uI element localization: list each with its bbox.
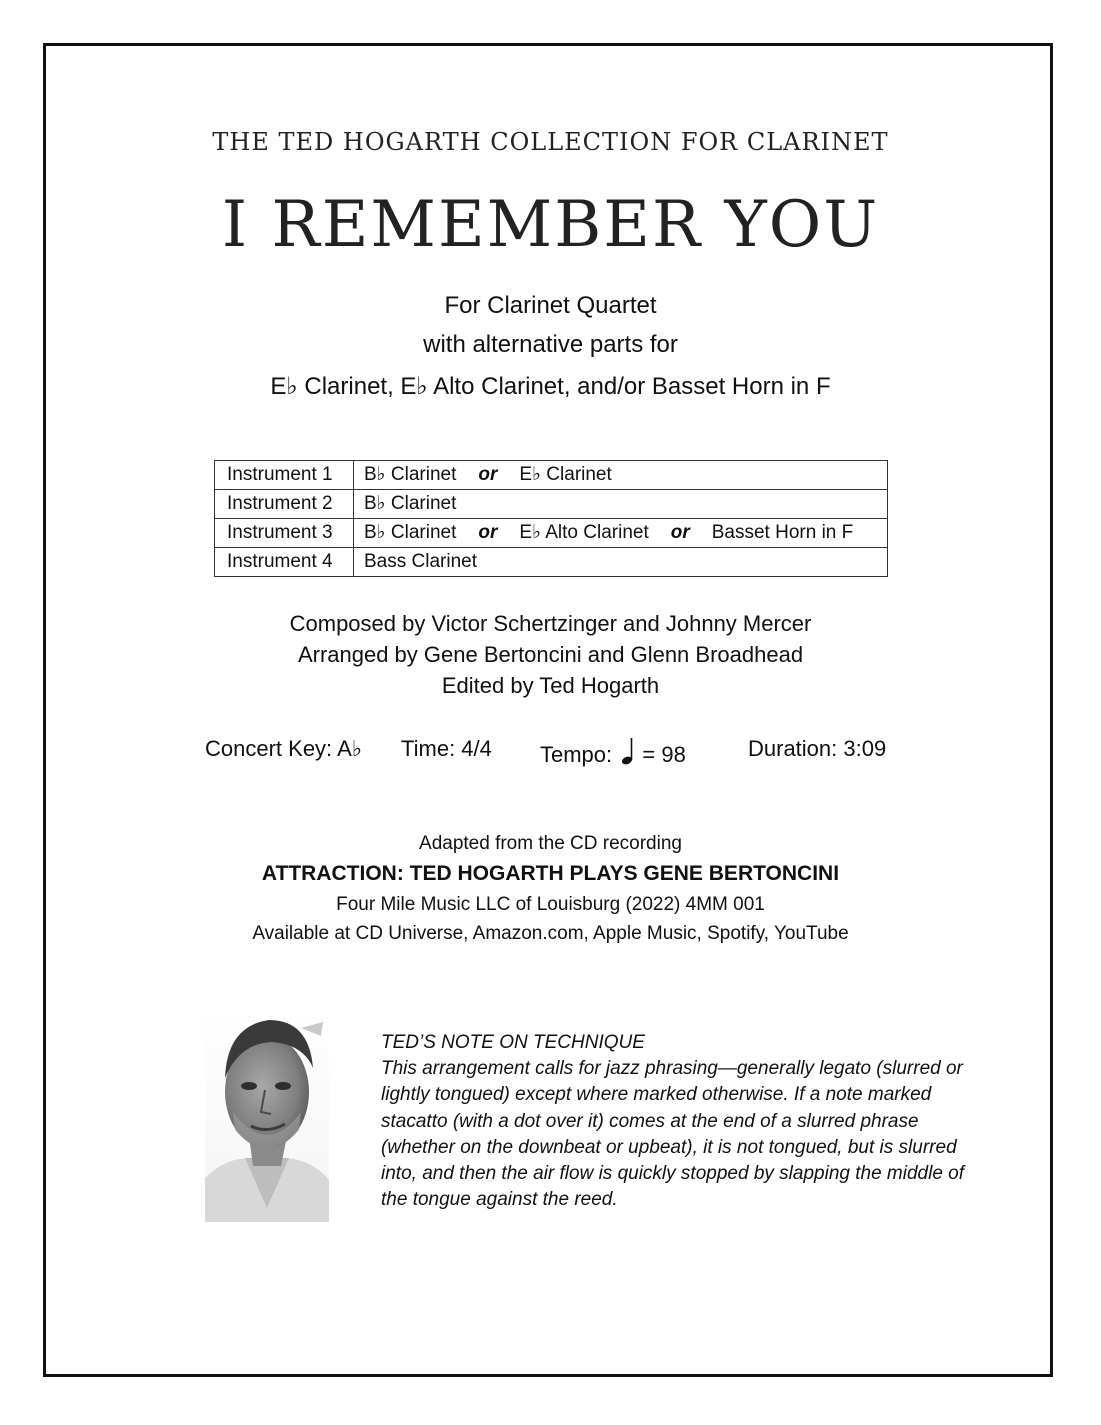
arranger-credit: Arranged by Gene Bertoncini and Glenn Broadhead — [297, 642, 804, 667]
duration: Duration: 3:09 — [748, 736, 887, 761]
instrument-option: B♭ Clarinet — [364, 522, 457, 543]
collection-title: THE TED HOGARTH COLLECTION FOR CLARINET — [212, 128, 889, 156]
subtitle-line-1: For Clarinet Quartet — [444, 292, 657, 319]
instrument-option: Bass Clarinet — [364, 551, 477, 572]
composer-credit: Composed by Victor Schertzinger and Johnny Mercer — [289, 611, 812, 636]
instrument-option: E♭ Alto Clarinet — [519, 522, 649, 543]
or-separator: or — [670, 522, 690, 543]
instrument-option: E♭ Clarinet — [519, 464, 612, 485]
editor-credit: Edited by Ted Hogarth — [441, 673, 660, 698]
instrument-row — [215, 548, 888, 577]
quarter-note-icon — [620, 736, 634, 772]
instrument-option: B♭ Clarinet — [364, 493, 457, 514]
instrument-label: Instrument 3 — [215, 519, 354, 548]
instrument-row — [215, 461, 888, 490]
album-title: ATTRACTION: TED HOGARTH PLAYS GENE BERTONCINI — [261, 862, 840, 885]
time-signature: Time: 4/4 — [401, 736, 492, 761]
note-body: This arrangement calls for jazz phrasing—generally legato (slurred or lightly tongued) except where marked otherwise. If a note marked stacatto (with a dot over it) comes at the end of a slurred phrase (whether on the downbeat or upbeat), it is not tongued, but is slurred into, and then the air flow is quickly stopped by slapping the middle of the tongue against the reed. — [381, 1058, 965, 1211]
concert-key: Concert Key: A♭ — [205, 736, 363, 761]
instrument-label: Instrument 1 — [215, 461, 354, 490]
instrument-options — [354, 490, 888, 519]
subtitle-line-2: with alternative parts for — [423, 331, 678, 358]
tempo — [540, 736, 686, 772]
instrument-label: Instrument 2 — [215, 490, 354, 519]
instrument-row — [215, 519, 888, 548]
subtitle-line-3: E♭ Clarinet, E♭ Alto Clarinet, and/or Basset Horn in F — [270, 373, 831, 400]
piece-title: I REMEMBER YOU — [221, 188, 880, 262]
availability: Available at CD Universe, Amazon.com, Apple Music, Spotify, YouTube — [252, 923, 849, 944]
instrument-option: B♭ Clarinet — [364, 464, 457, 485]
note-heading: TED’S NOTE ON TECHNIQUE — [381, 1032, 645, 1053]
recording-intro: Adapted from the CD recording — [419, 833, 682, 854]
instrument-options — [354, 461, 888, 490]
or-separator: or — [478, 522, 498, 543]
instrument-option: Basset Horn in F — [711, 522, 854, 543]
instrument-row — [215, 490, 888, 519]
instrument-table — [214, 460, 888, 577]
instrument-options — [354, 548, 888, 577]
instrument-label: Instrument 4 — [215, 548, 354, 577]
tempo-value: = 98 — [642, 742, 686, 767]
or-separator: or — [478, 464, 498, 485]
record-label: Four Mile Music LLC of Louisburg (2022) 4MM 001 — [336, 894, 765, 915]
portrait-photo — [205, 1008, 329, 1222]
instrument-options — [354, 519, 888, 548]
tempo-label: Tempo: — [540, 742, 613, 767]
